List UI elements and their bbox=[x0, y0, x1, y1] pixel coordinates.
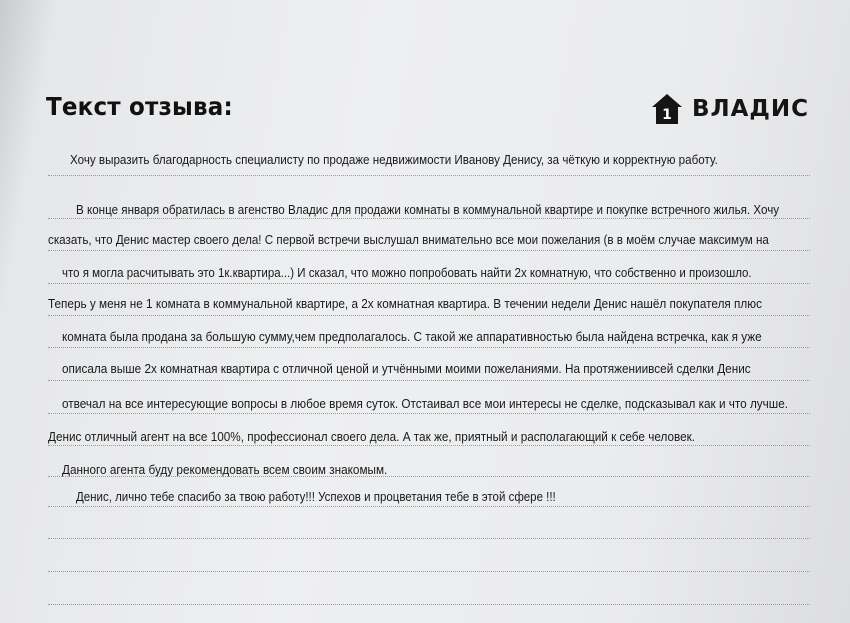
vladis-logo bbox=[650, 92, 809, 126]
ruling-line bbox=[48, 538, 810, 539]
review-title: Текст отзыва: bbox=[46, 92, 233, 121]
logo-digit: 1 bbox=[662, 107, 672, 123]
ruling-line bbox=[48, 380, 810, 381]
ruling-line bbox=[48, 571, 810, 572]
ruling-line bbox=[48, 413, 810, 414]
ruling-line bbox=[48, 283, 810, 284]
ruling-line bbox=[48, 175, 810, 176]
review-line-2: В конце января обратилась в агенство Владис для продажи комнаты в коммунальной квартире и покупке встречного жилья. Хочу bbox=[76, 203, 780, 217]
ruling-line bbox=[48, 476, 810, 477]
review-line-9: Денис отличный агент на все 100%, профессионал своего дела. А так же, приятный и располагающий к себе человек. bbox=[48, 430, 696, 444]
ruling-line bbox=[48, 347, 810, 348]
review-line-11: Денис, лично тебе спасибо за твою работу!!! Успехов и процветания тебе в этой сфере !!! bbox=[76, 490, 556, 504]
ruling-line bbox=[48, 315, 810, 316]
ruling-line bbox=[48, 250, 810, 251]
review-line-1: Хочу выразить благодарность специалисту по продаже недвижимости Иванову Денису, за чёткую и корректную работу. bbox=[70, 153, 718, 167]
review-line-6: комната была продана за большую сумму,чем предполагалось. С такой же аппаративностью была найдена встречка, как я уже bbox=[62, 330, 762, 344]
logo-name: ВЛАДИС bbox=[692, 96, 810, 122]
ruling-line bbox=[48, 218, 810, 219]
ruling-line bbox=[48, 506, 810, 507]
review-line-5: Теперь у меня не 1 комната в коммунальной квартире, а 2х комнатная квартира. В течении недели Денис нашёл покупателя плюс bbox=[48, 297, 762, 311]
review-line-8: отвечал на все интересующие вопросы в любое время суток. Отстаивал все мои интересы не сделке, подсказывал как и что лучше. bbox=[62, 397, 789, 411]
ruling-line bbox=[48, 445, 810, 446]
ruling-line bbox=[48, 604, 810, 605]
review-line-7: описала выше 2х комнатная квартира с отличной ценой и утчёнными моими пожеланиями. На протяжениивсей сделки Денис bbox=[62, 362, 751, 376]
review-line-4: что я могла расчитывать это 1к.квартира...) И сказал, что можно попробовать найти 2х комнатную, что собственно и произошло. bbox=[62, 266, 752, 280]
review-line-10: Данного агента буду рекомендовать всем своим знакомым. bbox=[62, 463, 388, 477]
review-line-3: сказать, что Денис мастер своего дела! С первой встречи выслушал внимательно все мои пожелания (в в моём случае максимум на bbox=[48, 233, 769, 247]
house-number-one-icon bbox=[650, 92, 684, 126]
